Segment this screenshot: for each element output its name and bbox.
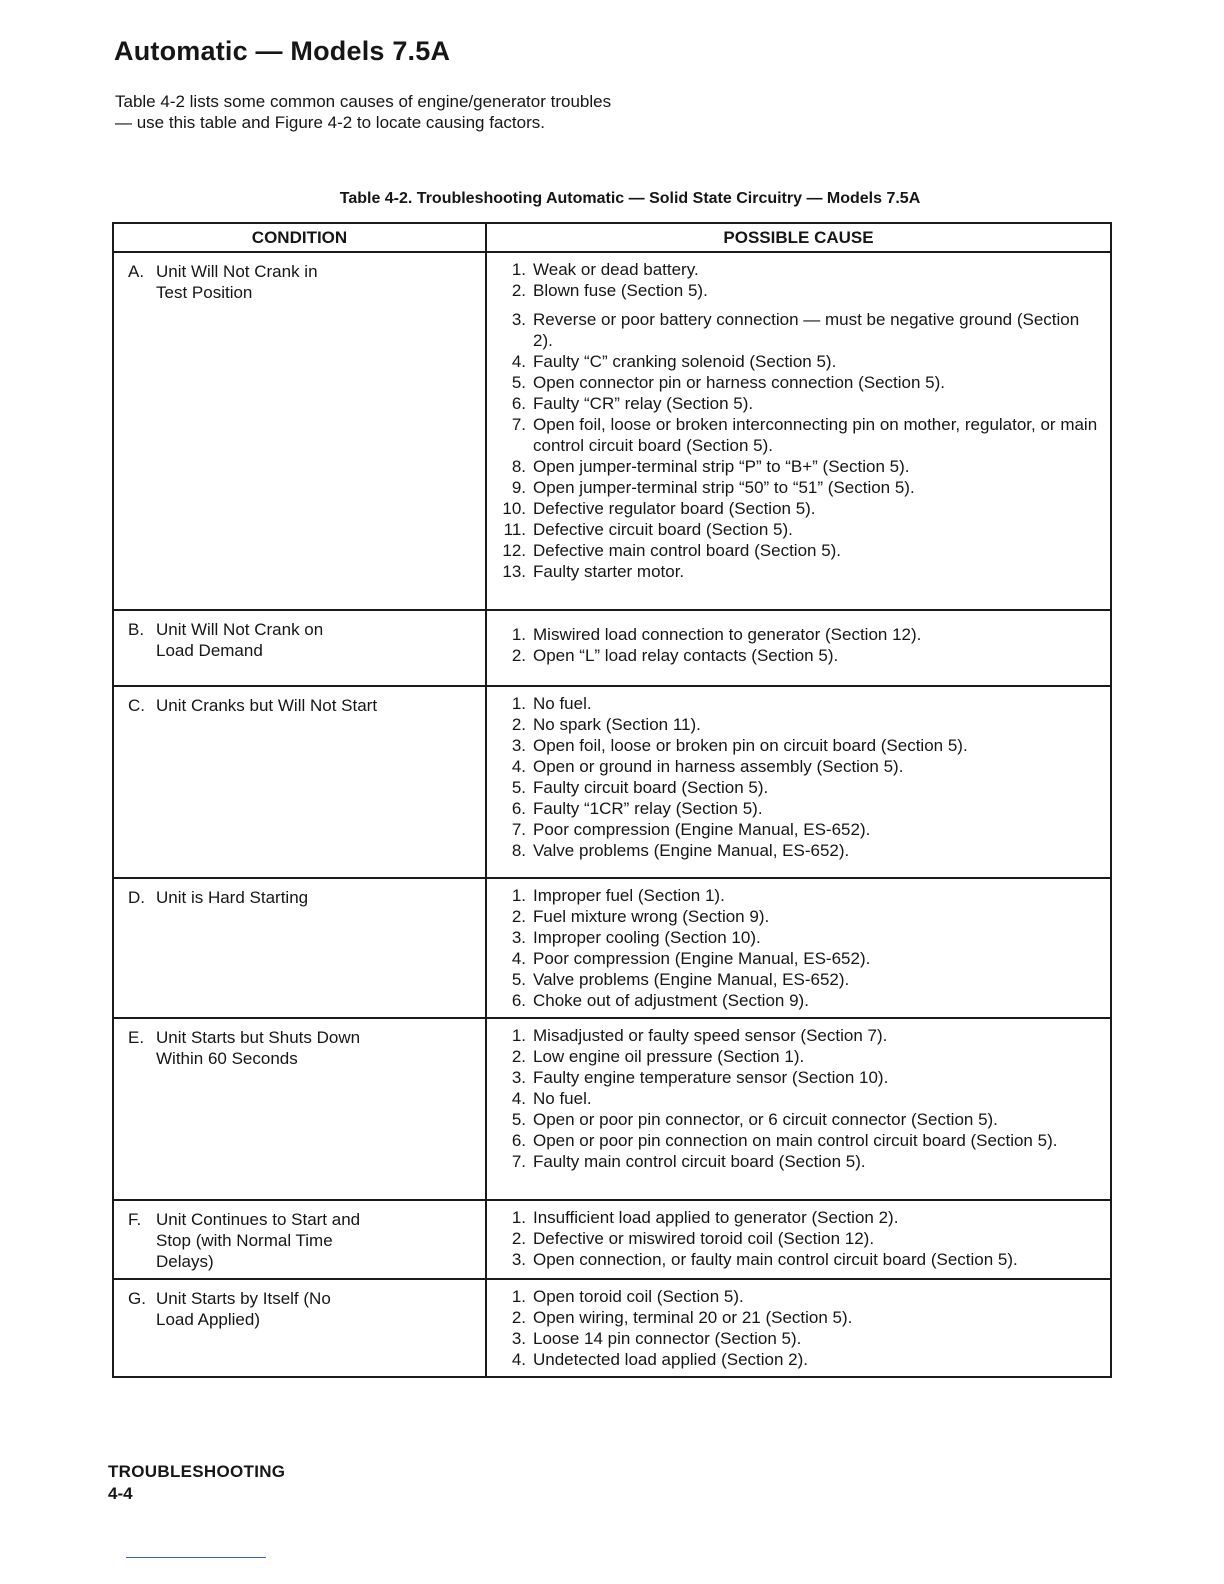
cause-number: 13. — [502, 562, 526, 581]
cause-text: Poor compression (Engine Manual, ES-652). — [533, 820, 871, 839]
cause-text: Undetected load applied (Section 2). — [533, 1350, 809, 1369]
cause-text: Open foil, loose or broken interconnecting pin on mother, regulator, or main control circuit board (Section 5). — [533, 415, 1098, 455]
cause-text: Defective or miswired toroid coil (Section 12). — [533, 1229, 875, 1248]
cause-number: 1. — [511, 1026, 526, 1045]
cause-number: 1. — [511, 1208, 526, 1227]
list-item — [499, 927, 1100, 948]
cause-text: Open connector pin or harness connection (Section 5). — [533, 373, 946, 392]
cause-text: Choke out of adjustment (Section 9). — [533, 991, 809, 1010]
list-item — [499, 906, 1100, 927]
condition-cell — [113, 252, 486, 610]
cause-number: 3. — [511, 1250, 526, 1269]
list-item — [499, 1249, 1100, 1270]
table-row — [113, 610, 1111, 686]
cause-number: 1. — [511, 260, 526, 279]
table-row — [113, 878, 1111, 1018]
cause-number: 7. — [511, 1152, 526, 1171]
cause-text: Open jumper-terminal strip “50” to “51” (Section 5). — [533, 478, 915, 497]
causes-cell — [486, 878, 1111, 1018]
cause-text: Fuel mixture wrong (Section 9). — [533, 907, 770, 926]
list-item — [499, 351, 1100, 372]
cause-number: 5. — [511, 1110, 526, 1129]
cause-number: 7. — [511, 820, 526, 839]
condition-text: Unit Continues to Start and Stop (with Normal Time Delays) — [156, 1210, 361, 1271]
cause-number: 1. — [511, 694, 526, 713]
list-item — [499, 561, 1100, 582]
table-row — [113, 1279, 1111, 1377]
cause-number: 4. — [511, 352, 526, 371]
condition-text: Unit Starts but Shuts Down Within 60 Seconds — [156, 1028, 361, 1068]
intro-paragraph: Table 4-2 lists some common causes of engine/generator troubles — use this table and Figure 4-2 to locate causing factors. — [115, 92, 612, 132]
list-item — [499, 798, 1100, 819]
list-item — [499, 372, 1100, 393]
page-number: 4-4 — [108, 1484, 133, 1503]
list-item — [499, 259, 1100, 280]
list-item — [499, 393, 1100, 414]
cause-text: Faulty “CR” relay (Section 5). — [533, 394, 754, 413]
cause-number: 6. — [511, 991, 526, 1010]
cause-number: 2. — [511, 715, 526, 734]
condition-letter: G. — [128, 1289, 146, 1308]
cause-text: Open or ground in harness assembly (Section 5). — [533, 757, 904, 776]
cause-list — [499, 1207, 1100, 1270]
bottom-divider — [126, 1557, 266, 1558]
list-item — [499, 777, 1100, 798]
cause-number: 2. — [511, 1308, 526, 1327]
causes-cell — [486, 1018, 1111, 1200]
cause-text: Open or poor pin connection on main control circuit board (Section 5). — [533, 1131, 1058, 1150]
cause-number: 5. — [511, 970, 526, 989]
list-item — [499, 1328, 1100, 1349]
list-item — [499, 456, 1100, 477]
cause-text: Misadjusted or faulty speed sensor (Section 7). — [533, 1026, 888, 1045]
cause-number: 7. — [511, 415, 526, 434]
list-item — [499, 990, 1100, 1011]
cause-text: Open foil, loose or broken pin on circuit board (Section 5). — [533, 736, 968, 755]
list-item — [499, 540, 1100, 561]
cause-text: Defective circuit board (Section 5). — [533, 520, 793, 539]
table-caption: Table 4-2. Troubleshooting Automatic — Solid State Circuitry — Models 7.5A — [339, 190, 921, 207]
cause-number: 2. — [511, 907, 526, 926]
list-item — [499, 1067, 1100, 1088]
list-item — [499, 519, 1100, 540]
cause-number: 10. — [502, 499, 526, 518]
cause-number: 12. — [502, 541, 526, 560]
condition-cell — [113, 1018, 486, 1200]
list-item — [499, 840, 1100, 861]
cause-number: 4. — [511, 757, 526, 776]
list-item — [499, 1207, 1100, 1228]
cause-text: Valve problems (Engine Manual, ES-652). — [533, 970, 850, 989]
cause-number: 9. — [511, 478, 526, 497]
cause-text: Reverse or poor battery connection — must be negative ground (Section 2). — [533, 310, 1080, 350]
cause-text: Faulty starter motor. — [533, 562, 685, 581]
condition-text: Unit Will Not Crank in Test Position — [156, 262, 318, 302]
condition-letter: E. — [128, 1028, 145, 1047]
cause-number: 3. — [511, 1329, 526, 1348]
cause-text: Faulty engine temperature sensor (Section 10). — [533, 1068, 889, 1087]
page-title: Automatic — Models 7.5A — [114, 36, 451, 66]
cause-number: 5. — [511, 373, 526, 392]
cause-text: Defective regulator board (Section 5). — [533, 499, 816, 518]
cause-number: 4. — [511, 1350, 526, 1369]
list-item — [499, 1349, 1100, 1370]
causes-cell — [486, 610, 1111, 686]
cause-text: Improper fuel (Section 1). — [533, 886, 725, 905]
causes-cell — [486, 686, 1111, 878]
cause-text: Faulty main control circuit board (Section 5). — [533, 1152, 866, 1171]
condition-column-header: CONDITION — [113, 223, 486, 252]
list-item — [499, 885, 1100, 906]
cause-text: Open wiring, terminal 20 or 21 (Section 5). — [533, 1308, 853, 1327]
list-item — [499, 1109, 1100, 1130]
cause-text: Open or poor pin connector, or 6 circuit connector (Section 5). — [533, 1110, 998, 1129]
cause-text: Improper cooling (Section 10). — [533, 928, 761, 947]
cause-text: Low engine oil pressure (Section 1). — [533, 1047, 805, 1066]
cause-text: Miswired load connection to generator (Section 12). — [533, 625, 922, 644]
causes-cell — [486, 1279, 1111, 1377]
condition-letter: F. — [128, 1210, 142, 1229]
condition-letter: C. — [128, 696, 145, 715]
cause-text: Defective main control board (Section 5). — [533, 541, 842, 560]
cause-number: 4. — [511, 1089, 526, 1108]
cause-number: 1. — [511, 625, 526, 644]
cause-number: 3. — [511, 310, 526, 329]
list-item — [499, 1228, 1100, 1249]
cause-number: 2. — [511, 1047, 526, 1066]
table-row — [113, 686, 1111, 878]
cause-list — [499, 1286, 1100, 1370]
list-item — [499, 1025, 1100, 1046]
list-item — [499, 309, 1100, 351]
cause-number: 3. — [511, 1068, 526, 1087]
list-item — [499, 735, 1100, 756]
condition-cell — [113, 686, 486, 878]
cause-number: 8. — [511, 841, 526, 860]
footer-section-name: TROUBLESHOOTING — [108, 1462, 286, 1481]
list-item — [499, 498, 1100, 519]
list-item — [499, 414, 1100, 456]
cause-text: Open “L” load relay contacts (Section 5). — [533, 646, 839, 665]
condition-text: Unit Cranks but Will Not Start — [156, 696, 378, 715]
cause-text: Loose 14 pin connector (Section 5). — [533, 1329, 802, 1348]
causes-cell — [486, 1200, 1111, 1279]
cause-list — [499, 693, 1100, 861]
condition-letter: B. — [128, 620, 145, 639]
table-row — [113, 1018, 1111, 1200]
list-item — [499, 1088, 1100, 1109]
cause-list — [499, 624, 1100, 666]
possible-cause-column-header: POSSIBLE CAUSE — [486, 223, 1111, 252]
cause-number: 2. — [511, 646, 526, 665]
cause-number: 6. — [511, 799, 526, 818]
list-item — [499, 1307, 1100, 1328]
list-item — [499, 1286, 1100, 1307]
cause-number: 6. — [511, 394, 526, 413]
cause-list — [499, 885, 1100, 1011]
cause-number: 5. — [511, 778, 526, 797]
cause-number: 6. — [511, 1131, 526, 1150]
causes-cell — [486, 252, 1111, 610]
condition-text: Unit is Hard Starting — [156, 888, 309, 907]
cause-text: No fuel. — [533, 694, 592, 713]
table-header-row — [113, 223, 1111, 252]
cause-text: Poor compression (Engine Manual, ES-652). — [533, 949, 871, 968]
troubleshooting-table — [112, 222, 1112, 1378]
cause-number: 3. — [511, 736, 526, 755]
cause-number: 2. — [511, 1229, 526, 1248]
cause-text: Open toroid coil (Section 5). — [533, 1287, 744, 1306]
list-item — [499, 280, 1100, 301]
cause-number: 4. — [511, 949, 526, 968]
table-row — [113, 1200, 1111, 1279]
condition-cell — [113, 1279, 486, 1377]
list-item — [499, 624, 1100, 645]
list-item — [499, 969, 1100, 990]
cause-number: 2. — [511, 281, 526, 300]
cause-text: Valve problems (Engine Manual, ES-652). — [533, 841, 850, 860]
list-item — [499, 1151, 1100, 1172]
cause-text: Weak or dead battery. — [533, 260, 699, 279]
list-item — [499, 1130, 1100, 1151]
list-item — [499, 819, 1100, 840]
cause-number: 8. — [511, 457, 526, 476]
cause-text: Open jumper-terminal strip “P” to “B+” (Section 5). — [533, 457, 910, 476]
list-item — [499, 948, 1100, 969]
cause-text: No spark (Section 11). — [533, 715, 701, 734]
cause-text: No fuel. — [533, 1089, 592, 1108]
cause-text: Insufficient load applied to generator (Section 2). — [533, 1208, 899, 1227]
list-item — [499, 645, 1100, 666]
list-item — [499, 477, 1100, 498]
cause-text: Faulty circuit board (Section 5). — [533, 778, 769, 797]
cause-number: 3. — [511, 928, 526, 947]
cause-number: 1. — [511, 1287, 526, 1306]
list-item — [499, 693, 1100, 714]
list-item — [499, 714, 1100, 735]
list-item — [499, 756, 1100, 777]
cause-text: Blown fuse (Section 5). — [533, 281, 708, 300]
cause-number: 11. — [503, 520, 526, 539]
condition-letter: A. — [128, 262, 145, 281]
condition-cell — [113, 878, 486, 1018]
condition-text: Unit Will Not Crank on Load Demand — [156, 620, 324, 660]
cause-list — [499, 1025, 1100, 1172]
cause-text: Faulty “1CR” relay (Section 5). — [533, 799, 763, 818]
condition-cell — [113, 610, 486, 686]
cause-list — [499, 259, 1100, 582]
condition-letter: D. — [128, 888, 145, 907]
cause-number: 1. — [511, 886, 526, 905]
cause-text: Open connection, or faulty main control circuit board (Section 5). — [533, 1250, 1018, 1269]
table-row — [113, 252, 1111, 610]
cause-text: Faulty “C” cranking solenoid (Section 5). — [533, 352, 837, 371]
condition-cell — [113, 1200, 486, 1279]
list-item — [499, 1046, 1100, 1067]
condition-text: Unit Starts by Itself (No Load Applied) — [156, 1289, 331, 1329]
